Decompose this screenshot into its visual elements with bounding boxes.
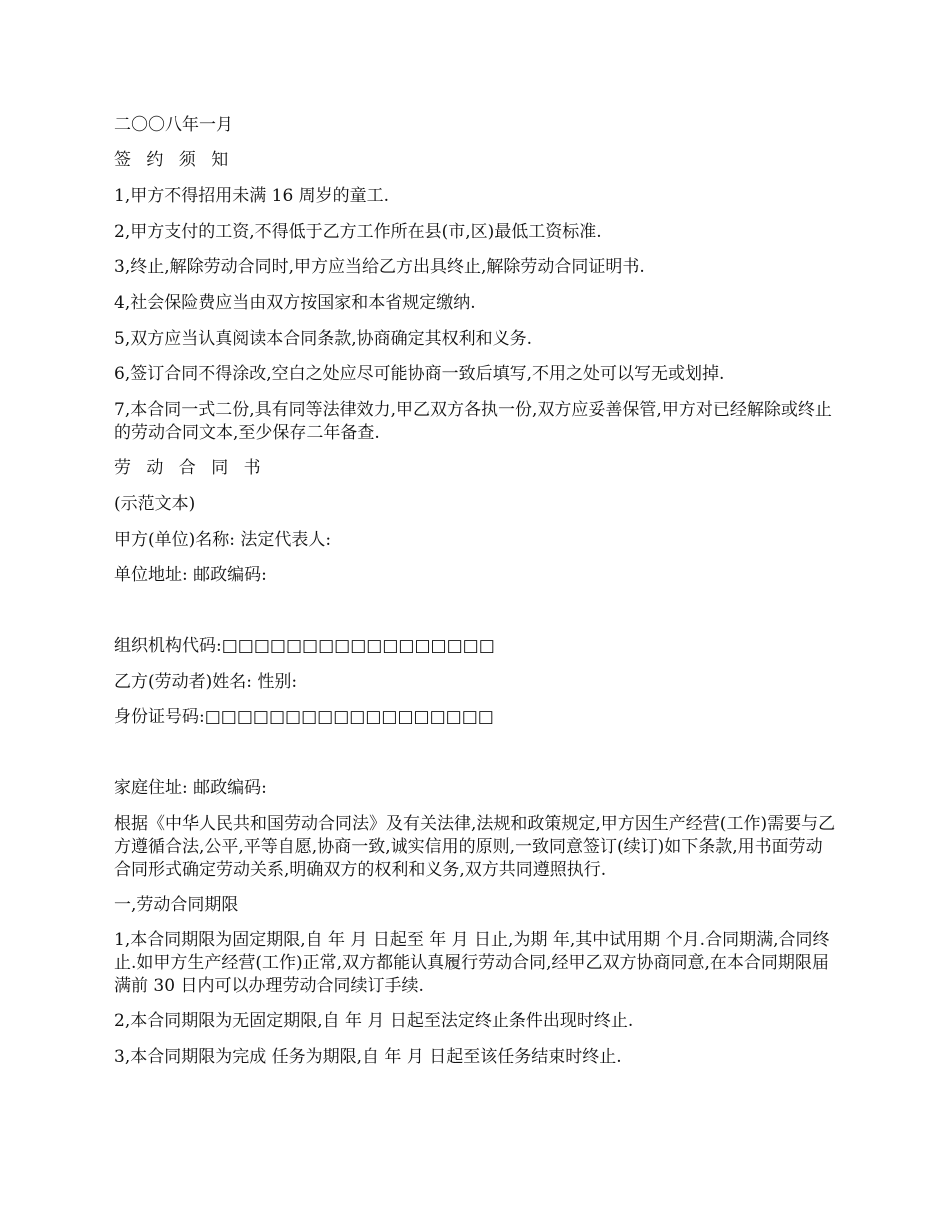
notice-item-7: 7,本合同一式二份,具有同等法律效力,甲乙双方各执一份,双方应妥善保管,甲方对已经解除或终止的劳动合同文本,至少保存二年备查. [114, 400, 832, 443]
notice-item-1: 1,甲方不得招用未满 16 周岁的童工. [114, 186, 390, 206]
date-line: 二〇〇八年一月 [114, 115, 233, 135]
term-clause-3: 3,本合同期限为完成 任务为期限,自 年 月 日起至该任务结束时终止. [114, 1047, 622, 1067]
clause-heading-term: 一,劳动合同期限 [114, 895, 239, 915]
notice-item-4: 4,社会保险费应当由双方按国家和本省规定缴纳. [114, 293, 476, 313]
party-b-name-field: 乙方(劳动者)姓名: 性别: [114, 672, 298, 692]
home-address-field: 家庭住址: 邮政编码: [114, 778, 267, 798]
party-a-address-field: 单位地址: 邮政编码: [114, 565, 267, 585]
term-clause-2: 2,本合同期限为无固定期限,自 年 月 日起至法定终止条件出现时终止. [114, 1011, 634, 1031]
org-code-field: 组织机构代码:□□□□□□□□□□□□□□□□□ [114, 636, 495, 656]
notice-item-3: 3,终止,解除劳动合同时,甲方应当给乙方出具终止,解除劳动合同证明书. [114, 257, 645, 277]
contract-subtitle: (示范文本) [114, 494, 196, 514]
party-a-name-field: 甲方(单位)名称: 法定代表人: [114, 530, 332, 550]
section-heading-signing-notice: 签 约 须 知 [114, 150, 234, 170]
contract-title: 劳 动 合 同 书 [114, 458, 266, 478]
notice-item-2: 2,甲方支付的工资,不得低于乙方工作所在县(市,区)最低工资标准. [114, 222, 602, 242]
term-clause-1: 1,本合同期限为固定期限,自 年 月 日起至 年 月 日止,为期 年,其中试用期 个月.合同期满,合同终止.如甲方生产经营(工作)正常,双方都能认真履行劳动合同,经甲乙双方协商同意,在本合同期限届满前 30 日内可以办理劳动合同续订手续. [114, 930, 830, 996]
id-number-field: 身份证号码:□□□□□□□□□□□□□□□□□□ [114, 707, 494, 727]
notice-item-5: 5,双方应当认真阅读本合同条款,协商确定其权利和义务. [114, 329, 533, 349]
notice-item-6: 6,签订合同不得涂改,空白之处应尽可能协商一致后填写,不用之处可以写无或划掉. [114, 364, 725, 384]
preamble-paragraph: 根据《中华人民共和国劳动合同法》及有关法律,法规和政策规定,甲方因生产经营(工作)需要与乙方遵循合法,公平,平等自愿,协商一致,诚实信用的原则,一致同意签订(续订)如下条款,用书面劳动合同形式确定劳动关系,明确双方的权利和义务,双方共同遵照执行. [114, 814, 836, 880]
